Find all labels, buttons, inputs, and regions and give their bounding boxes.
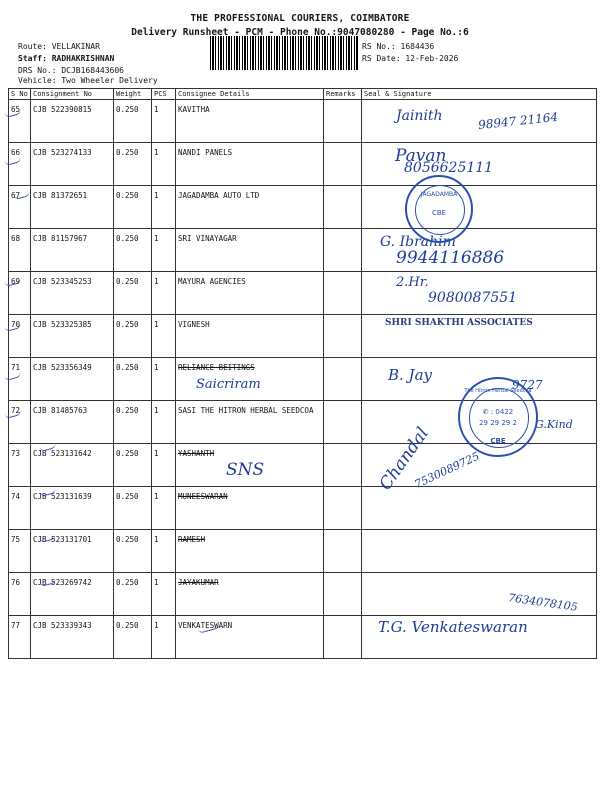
row-sno: 70 <box>9 315 31 358</box>
jagadamba-stamp <box>405 175 473 243</box>
row-consignment: CJB 81485763 <box>31 401 114 444</box>
row-signature <box>362 530 597 573</box>
row-sno: 68 <box>9 229 31 272</box>
row-sno: 67 <box>9 186 31 229</box>
runsheet-subtitle: Delivery Runsheet - PCM - Phone No.:9047080280 - Page No.:6 <box>131 27 469 38</box>
row-remarks <box>324 530 362 573</box>
row-sno: 74 <box>9 487 31 530</box>
row-consignee: KAVITHA <box>176 100 324 143</box>
handwritten-phone: 9944116886 <box>396 248 505 268</box>
company-title: THE PROFESSIONAL COURIERS, COIMBATORE <box>190 13 410 24</box>
row-consignee: VIGNESH <box>176 315 324 358</box>
stamp-number: 29 29 29 2 <box>479 418 517 427</box>
handwritten-phone: 8056625111 <box>404 160 494 176</box>
row-pcs: 1 <box>152 358 176 401</box>
handwritten-signature: Chandal <box>375 423 434 494</box>
row-pcs: 1 <box>152 143 176 186</box>
stamp-phone: ✆ : 0422 <box>482 407 514 416</box>
row-consignee: YASHANTH <box>176 444 324 487</box>
row-weight: 0.250 <box>114 487 152 530</box>
row-weight: 0.250 <box>114 315 152 358</box>
row-sno: 73 <box>9 444 31 487</box>
row-pcs: 1 <box>152 444 176 487</box>
row-consignee: RAMESH <box>176 530 324 573</box>
row-weight: 0.250 <box>114 444 152 487</box>
row-pcs: 1 <box>152 315 176 358</box>
row-sno: 77 <box>9 616 31 659</box>
row-weight: 0.250 <box>114 229 152 272</box>
rs-number: RS No.: 1684436 <box>362 42 435 51</box>
row-remarks <box>324 229 362 272</box>
drs-label: DRS No.: DCJB168443606 <box>18 66 124 75</box>
row-remarks <box>324 487 362 530</box>
handwritten-signature: Jainith <box>396 108 443 124</box>
row-pcs: 1 <box>152 229 176 272</box>
col-sno: S No <box>9 89 31 100</box>
row-remarks <box>324 401 362 444</box>
handwritten-phone: 9080087551 <box>428 290 518 306</box>
row-consignment: CJB 522390815 <box>31 100 114 143</box>
handwritten-phone: 7530089725 <box>412 449 482 491</box>
handwritten-phone: 7634078105 <box>507 591 579 614</box>
row-remarks <box>324 358 362 401</box>
handwritten-signature: T.G. Venkateswaran <box>378 618 528 636</box>
row-weight: 0.250 <box>114 616 152 659</box>
row-pcs: 1 <box>152 272 176 315</box>
col-weight: Weight <box>114 89 152 100</box>
row-signature <box>362 186 597 229</box>
row-pcs: 1 <box>152 401 176 444</box>
row-sno: 76 <box>9 573 31 616</box>
row-pcs: 1 <box>152 616 176 659</box>
row-weight: 0.250 <box>114 100 152 143</box>
col-pcs: PCS <box>152 89 176 100</box>
route-label: Route: VELLAKINAR <box>18 42 100 51</box>
row-consignee: JAGADAMBA AUTO LTD <box>176 186 324 229</box>
stamp-text: JAGADAMBA <box>420 191 458 199</box>
row-pcs: 1 <box>152 530 176 573</box>
row-pcs: 1 <box>152 100 176 143</box>
row-consignee: RELIANCE BEITINGS <box>176 358 324 401</box>
row-remarks <box>324 100 362 143</box>
row-signature <box>362 487 597 530</box>
row-consignment: CJB 523131642 <box>31 444 114 487</box>
row-consignee: MUNEESWARAN <box>176 487 324 530</box>
row-consignment: CJB 523274133 <box>31 143 114 186</box>
row-pcs: 1 <box>152 186 176 229</box>
row-consignment: CJB 523269742 <box>31 573 114 616</box>
table-row <box>9 229 597 272</box>
row-sno: 66 <box>9 143 31 186</box>
row-weight: 0.250 <box>114 530 152 573</box>
table-row <box>9 530 597 573</box>
row-weight: 0.250 <box>114 143 152 186</box>
row-consignee: SASI THE HITRON HERBAL SEEDCOA <box>176 401 324 444</box>
hitron-herbal-stamp <box>458 377 538 457</box>
row-remarks <box>324 573 362 616</box>
row-weight: 0.250 <box>114 272 152 315</box>
row-sno: 71 <box>9 358 31 401</box>
row-remarks <box>324 272 362 315</box>
row-sno: 75 <box>9 530 31 573</box>
row-weight: 0.250 <box>114 358 152 401</box>
company-stamp-text: SHRI SHAKTHI ASSOCIATES <box>385 318 533 328</box>
col-seal-signature: Seal & Signature <box>362 89 597 100</box>
row-consignment: CJB 523345253 <box>31 272 114 315</box>
row-consignment: CJB 81372651 <box>31 186 114 229</box>
table-row <box>9 143 597 186</box>
row-remarks <box>324 444 362 487</box>
table-row <box>9 186 597 229</box>
row-consignment: CJB 523131639 <box>31 487 114 530</box>
row-weight: 0.250 <box>114 401 152 444</box>
col-remarks: Remarks <box>324 89 362 100</box>
row-consignee: MAYURA AGENCIES <box>176 272 324 315</box>
row-consignment: CJB 523356349 <box>31 358 114 401</box>
row-consignee: VENKATESWARN <box>176 616 324 659</box>
row-weight: 0.250 <box>114 186 152 229</box>
handwritten-name: Saicriram <box>196 377 261 392</box>
row-remarks <box>324 315 362 358</box>
row-consignee: JAYAKUMAR <box>176 573 324 616</box>
row-consignment: CJB 523325385 <box>31 315 114 358</box>
row-consignment: CJB 523131701 <box>31 530 114 573</box>
stamp-text: The Hitron Herbal Seedcoa <box>464 388 532 395</box>
row-pcs: 1 <box>152 573 176 616</box>
row-remarks <box>324 143 362 186</box>
stamp-city: CBE <box>490 436 506 445</box>
row-weight: 0.250 <box>114 573 152 616</box>
vehicle-label: Vehicle: Two Wheeler Delivery <box>18 76 158 85</box>
row-sno: 65 <box>9 100 31 143</box>
handwritten-signature: G.Kind <box>535 418 573 431</box>
handwritten-signature: B. Jay <box>388 366 432 384</box>
rs-date: RS Date: 12-Feb-2026 <box>362 54 459 63</box>
handwritten-signature: 2.Hr. <box>396 275 429 290</box>
row-consignee: SRI VINAYAGAR <box>176 229 324 272</box>
handwritten-signature: Pavan <box>395 146 447 166</box>
col-consignee: Consignee Details <box>176 89 324 100</box>
row-consignment: CJB 81157967 <box>31 229 114 272</box>
row-remarks <box>324 616 362 659</box>
row-consignment: CJB 523339343 <box>31 616 114 659</box>
row-sno: 69 <box>9 272 31 315</box>
stamp-city: CBE <box>431 209 447 217</box>
table-header-row <box>9 89 597 100</box>
handwritten-signature: G. Ibrahim <box>380 234 456 250</box>
row-remarks <box>324 186 362 229</box>
barcode <box>210 36 358 70</box>
row-consignee: NANDI PANELS <box>176 143 324 186</box>
handwritten-initials: SNS <box>226 460 265 480</box>
handwritten-phone: 9727 <box>512 378 543 392</box>
runsheet-table <box>8 88 597 659</box>
col-consignment: Consignment No <box>31 89 114 100</box>
handwritten-phone: 98947 21164 <box>477 109 559 133</box>
table-row <box>9 487 597 530</box>
staff-label: Staff: RADHAKRISHNAN <box>18 54 115 63</box>
row-sno: 72 <box>9 401 31 444</box>
row-pcs: 1 <box>152 487 176 530</box>
